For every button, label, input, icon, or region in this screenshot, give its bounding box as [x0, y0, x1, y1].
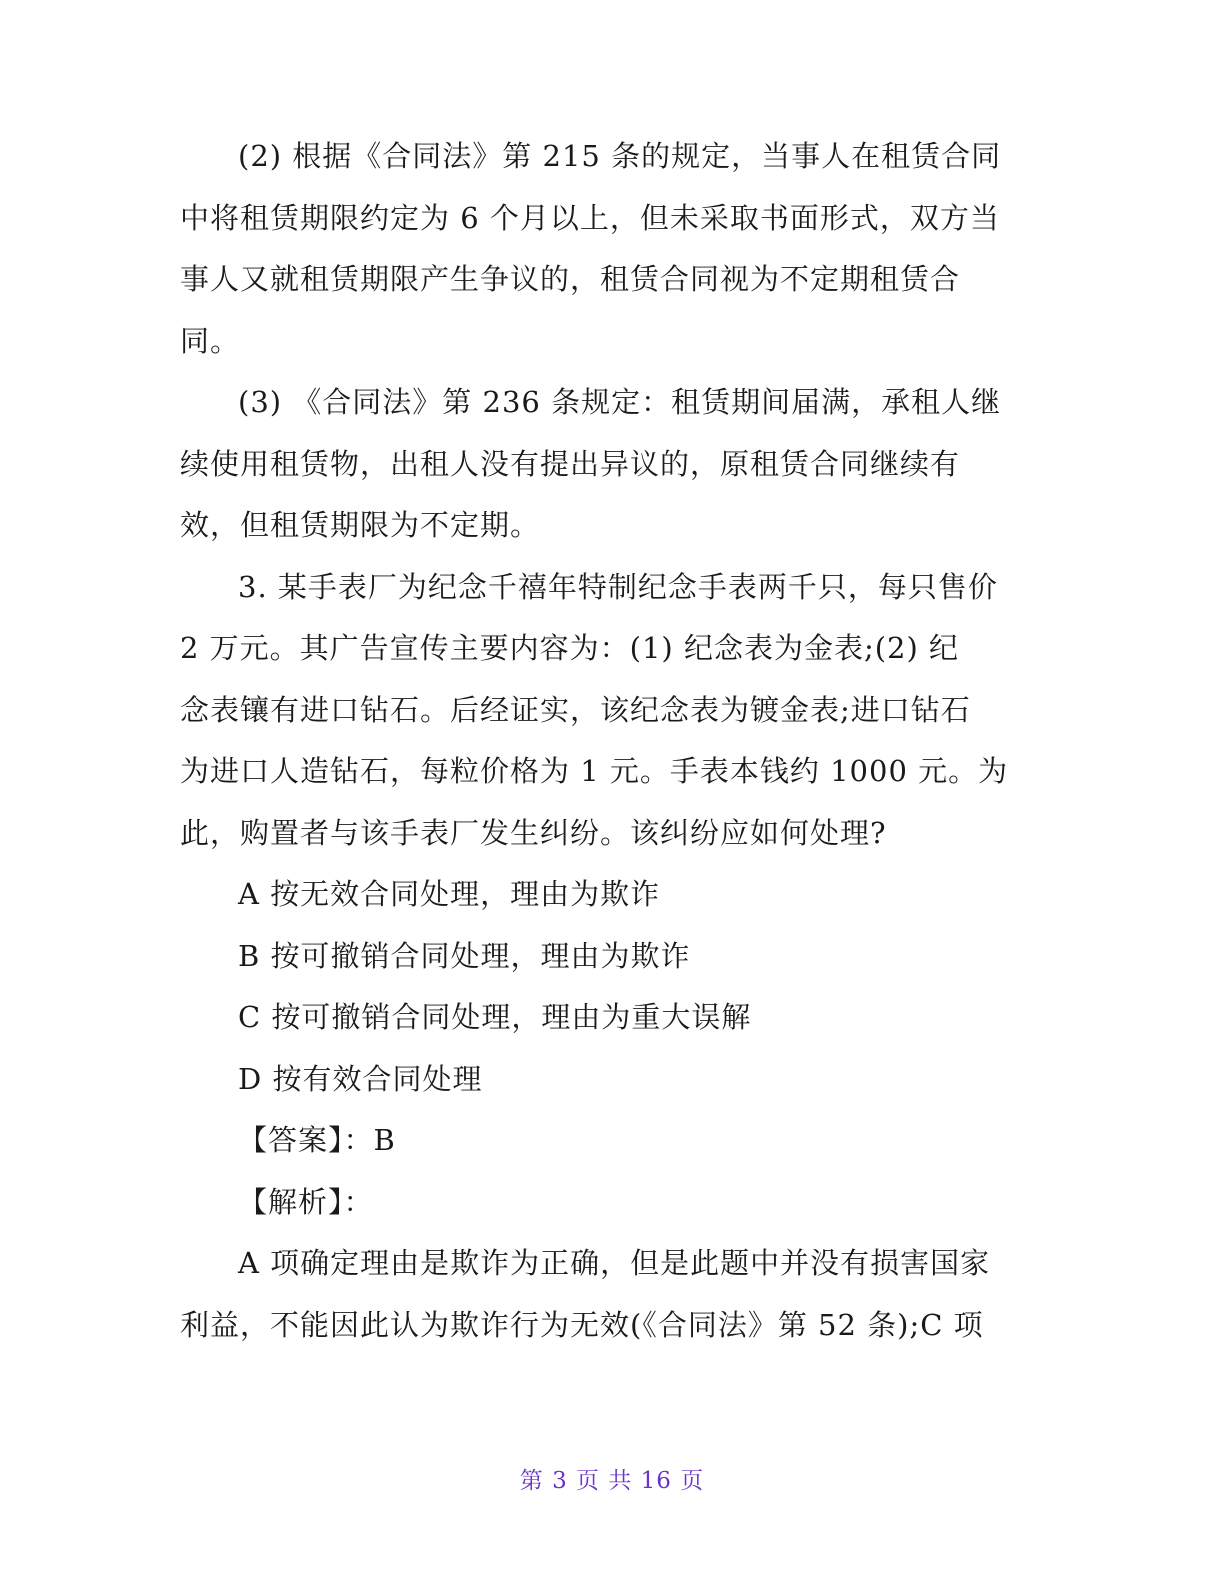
answer-options: [180, 864, 1040, 1110]
text-line: 为进口人造钻石，每粒价格为 1 元。手表本钱约 1000 元。为: [180, 754, 1009, 788]
text-line: 利益，不能因此认为欺诈行为无效(《合同法》第 52 条);C 项: [180, 1307, 984, 1342]
option-a: A 按无效合同处理，理由为欺诈: [238, 877, 661, 911]
document-body: [180, 126, 1040, 1356]
analysis-label: 【解析】：: [238, 1184, 374, 1219]
text-line: 2 万元。其广告宣传主要内容为：(1) 纪念表为金表;(2) 纪: [180, 631, 960, 665]
text-line: 念表镶有进口钻石。后经证实，该纪念表为镀金表;进口钻石: [180, 692, 971, 727]
question-3: [180, 557, 1040, 865]
text-line: 效，但租赁期限为不定期。: [180, 508, 541, 542]
text-line: (3) 《合同法》第 236 条规定：租赁期间届满，承租人继: [238, 385, 1002, 419]
answer-line: 【答案】：B: [238, 1123, 396, 1157]
text-line: 同。: [180, 323, 241, 358]
text-line: 事人又就租赁期限产生争议的，租赁合同视为不定期租赁合: [180, 262, 961, 296]
option-c: C 按可撤销合同处理，理由为重大误解: [238, 1000, 752, 1034]
paragraph-article-236: [180, 372, 1040, 557]
text-line: 中将租赁期限约定为 6 个月以上，但未采取书面形式，双方当: [180, 200, 1000, 235]
paragraph-article-215: [180, 126, 1040, 372]
text-line: 续使用租赁物，出租人没有提出异议的，原租赁合同继续有: [180, 446, 961, 481]
page-number-footer: 第 3 页 共 16 页: [519, 1468, 705, 1494]
text-line: 3. 某手表厂为纪念千禧年特制纪念手表两千只，每只售价: [238, 569, 998, 604]
text-line: A 项确定理由是欺诈为正确，但是此题中并没有损害国家: [238, 1246, 991, 1280]
option-d: D 按有效合同处理: [238, 1061, 483, 1096]
text-line: (2) 根据《合同法》第 215 条的规定，当事人在租赁合同: [238, 139, 1002, 173]
option-b: B 按可撤销合同处理，理由为欺诈: [238, 938, 691, 973]
text-line: 此，购置者与该手表厂发生纠纷。该纠纷应如何处理?: [180, 815, 887, 850]
analysis-text: [180, 1233, 1040, 1356]
